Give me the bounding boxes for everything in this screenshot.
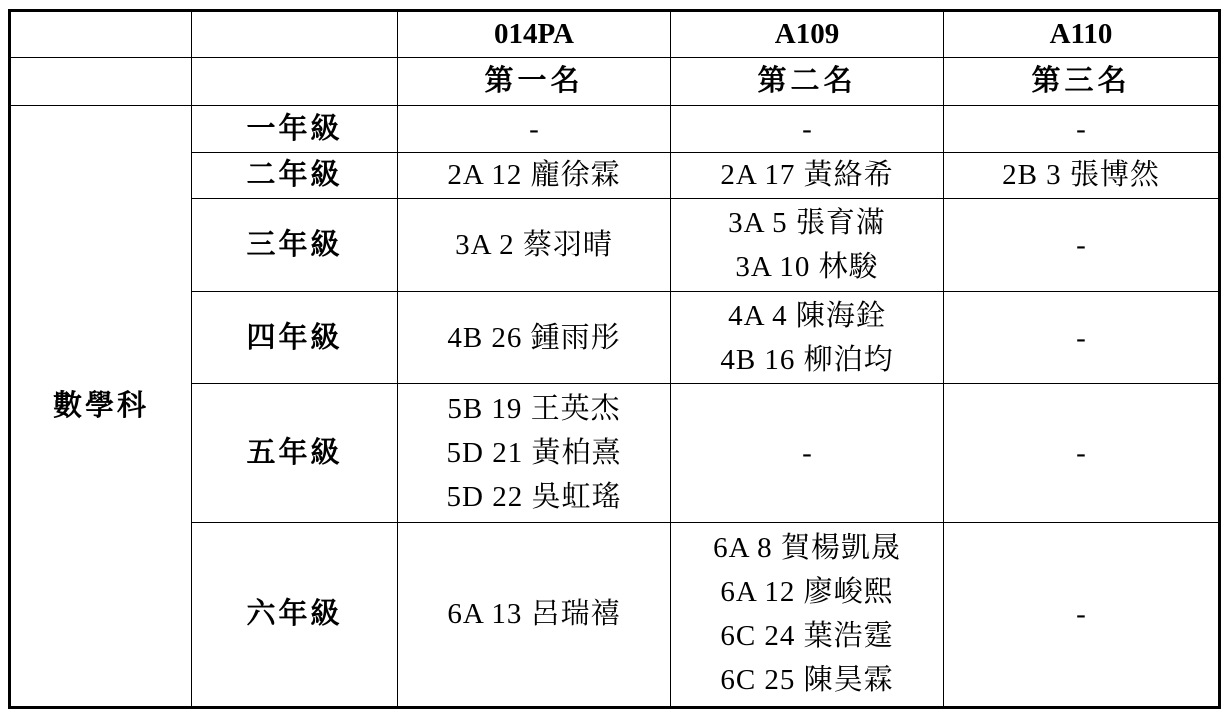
- winner-entry: 2A 12 龐徐霖: [447, 159, 621, 192]
- winner-cell: [671, 292, 944, 384]
- grade-label: 三年級: [192, 199, 398, 292]
- grade-label: 一年級: [192, 106, 398, 153]
- grade-label: 四年級: [192, 292, 398, 384]
- grade-label: 六年級: [192, 522, 398, 707]
- winner-entry: 6C 24 葉浩霆: [720, 620, 894, 653]
- winner-cell: [671, 384, 944, 523]
- no-winner-dash: -: [802, 112, 812, 145]
- header-rank-row: [10, 57, 1220, 106]
- winner-entry: 4B 26 鍾雨彤: [447, 321, 621, 354]
- no-winner-dash: -: [1076, 598, 1086, 631]
- table-body: [10, 106, 1220, 708]
- winner-cell: [398, 384, 671, 523]
- winner-cell: [944, 522, 1220, 707]
- winner-cell: [944, 106, 1220, 153]
- winner-cell: [944, 199, 1220, 292]
- winner-entry: 2B 3 張博然: [1002, 159, 1160, 192]
- winner-cell: [398, 199, 671, 292]
- winner-cell: [398, 152, 671, 199]
- winner-entry: 3A 5 張育滿: [728, 207, 886, 240]
- winner-cell: [944, 384, 1220, 523]
- winner-entry: 6C 25 陳昊霖: [720, 664, 894, 697]
- header-blank-cell: [10, 57, 192, 106]
- winner-entry: 3A 10 林駿: [735, 251, 879, 284]
- grade-row: [10, 384, 1220, 523]
- no-winner-dash: -: [1076, 229, 1086, 262]
- winner-entry: 5D 22 吳虹瑤: [446, 481, 622, 514]
- grade-row: [10, 522, 1220, 707]
- no-winner-dash: -: [802, 437, 812, 470]
- winner-cell: [944, 292, 1220, 384]
- winner-cell: [671, 199, 944, 292]
- winner-entry: 6A 12 廖峻熙: [720, 576, 894, 609]
- winner-entry: 4B 16 柳泊均: [720, 343, 894, 376]
- grade-label: 二年級: [192, 152, 398, 199]
- winner-cell: [398, 106, 671, 153]
- results-table: [8, 9, 1221, 709]
- rank-header: 第三名: [944, 57, 1220, 106]
- no-winner-dash: -: [529, 112, 539, 145]
- winner-entry: 6A 8 賀楊凱晟: [713, 532, 901, 565]
- class-code-header: A110: [944, 11, 1220, 58]
- winner-cell: [398, 292, 671, 384]
- no-winner-dash: -: [1076, 321, 1086, 354]
- grade-row: [10, 106, 1220, 153]
- header-blank-cell: [192, 11, 398, 58]
- winner-entry: 5D 21 黃柏熹: [446, 437, 622, 470]
- header-code-row: [10, 11, 1220, 58]
- header-blank-cell: [192, 57, 398, 106]
- winner-entry: 2A 17 黃絡希: [720, 159, 894, 192]
- winner-cell: [671, 106, 944, 153]
- rank-header: 第二名: [671, 57, 944, 106]
- no-winner-dash: -: [1076, 437, 1086, 470]
- no-winner-dash: -: [1076, 112, 1086, 145]
- grade-label: 五年級: [192, 384, 398, 523]
- winner-cell: [671, 522, 944, 707]
- grade-row: [10, 152, 1220, 199]
- winner-entry: 5B 19 王英杰: [447, 393, 621, 426]
- header-blank-cell: [10, 11, 192, 58]
- winner-cell: [671, 152, 944, 199]
- class-code-header: A109: [671, 11, 944, 58]
- winner-cell: [398, 522, 671, 707]
- winner-cell: [944, 152, 1220, 199]
- grade-row: [10, 199, 1220, 292]
- class-code-header: 014PA: [398, 11, 671, 58]
- rank-header: 第一名: [398, 57, 671, 106]
- subject-cell: 數學科: [10, 106, 192, 708]
- winner-entry: 3A 2 蔡羽晴: [455, 229, 613, 262]
- grade-row: [10, 292, 1220, 384]
- winner-entry: 4A 4 陳海銓: [728, 299, 886, 332]
- winner-entry: 6A 13 呂瑞禧: [447, 598, 621, 631]
